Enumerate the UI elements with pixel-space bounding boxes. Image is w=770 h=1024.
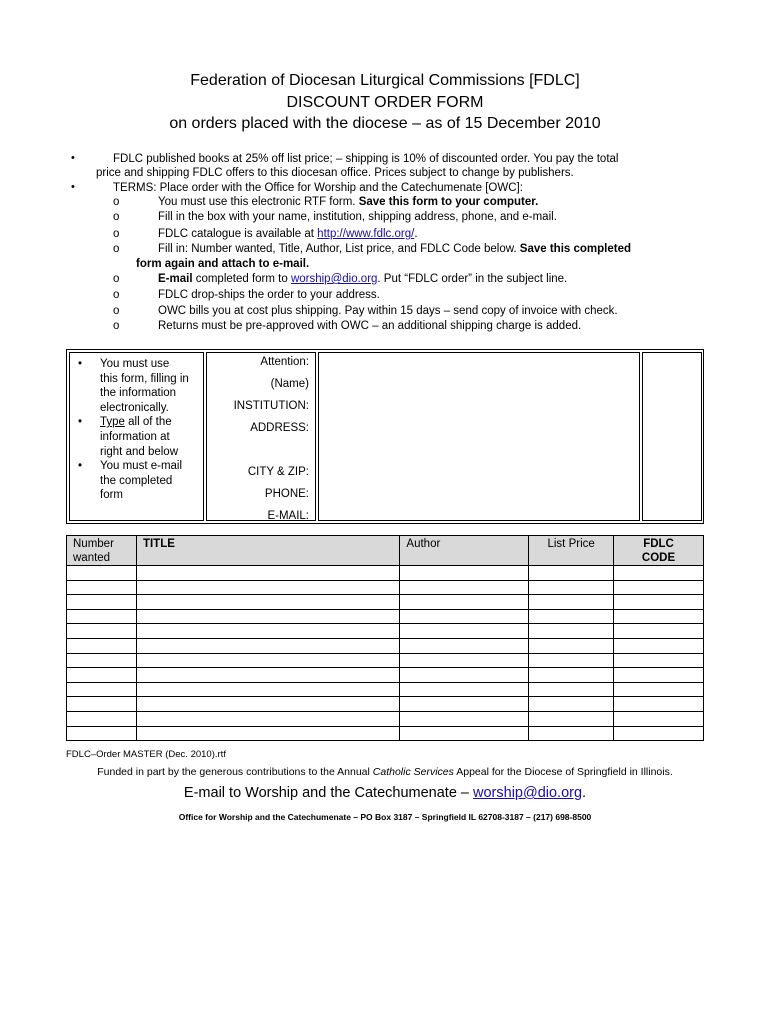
sub-bullet-icon: o (113, 305, 120, 317)
instruction-item-2 (78, 415, 189, 459)
code-cell[interactable] (614, 653, 704, 668)
file-name-footer: FDLC–Order MASTER (Dec. 2010).rtf (66, 749, 226, 760)
term-item-6: FDLC drop-ships the order to your address. (158, 289, 380, 301)
price-cell[interactable] (529, 682, 614, 697)
instruction-2-line-b: information at (100, 430, 170, 443)
author-cell[interactable] (400, 668, 529, 683)
bullet-icon: • (71, 181, 75, 193)
instruction-item-1 (78, 357, 189, 415)
order-row (67, 624, 704, 639)
number-cell[interactable] (67, 595, 137, 610)
discount-terms-text-2: price and shipping FDLC offers to this diocesan office. Prices subject to change by publishers. (96, 167, 574, 179)
name-label: (Name) (270, 378, 309, 390)
discount-terms-text: FDLC published books at 25% off list price; – shipping is 10% of discounted order. You pay the total (113, 153, 619, 165)
address-label: ADDRESS: (250, 422, 309, 434)
order-rows (67, 566, 704, 741)
instruction-3-line-b: the completed (100, 474, 173, 487)
code-cell[interactable] (614, 697, 704, 712)
number-cell[interactable] (67, 580, 137, 595)
email-instruction (0, 785, 770, 801)
author-cell[interactable] (400, 653, 529, 668)
author-cell[interactable] (400, 595, 529, 610)
attention-label: Attention: (260, 356, 309, 368)
code-cell[interactable] (614, 726, 704, 741)
order-row (67, 595, 704, 610)
term-item-8: Returns must be pre-approved with OWC – an additional shipping charge is added. (158, 320, 582, 332)
author-cell[interactable] (400, 711, 529, 726)
order-row (67, 580, 704, 595)
term-item-4-bold2: form again and attach to e-mail. (136, 258, 310, 270)
term-item-1-text: You must use this electronic RTF form. (158, 196, 359, 208)
title-cell[interactable] (136, 638, 399, 653)
author-cell[interactable] (400, 682, 529, 697)
fdlc-catalogue-link[interactable]: http://www.fdlc.org/ (317, 228, 415, 240)
form-title: DISCOUNT ORDER FORM (286, 94, 484, 111)
order-row (67, 697, 704, 712)
term-item-5-bold: E-mail (158, 273, 193, 285)
instruction-1-line-d: electronically. (100, 401, 169, 414)
number-cell[interactable] (67, 726, 137, 741)
order-table (66, 535, 704, 741)
bullet-icon: • (78, 358, 83, 370)
code-cell[interactable] (614, 566, 704, 581)
email-label: E-MAIL: (267, 510, 309, 522)
title-cell[interactable] (136, 697, 399, 712)
order-row (67, 668, 704, 683)
instructions-list (78, 357, 189, 503)
price-cell[interactable] (529, 668, 614, 683)
order-row (67, 682, 704, 697)
instruction-2-line-a (100, 415, 189, 430)
sub-bullet-icon: o (113, 273, 120, 285)
term-item-5-text: completed form to (192, 273, 291, 285)
number-cell[interactable] (67, 682, 137, 697)
title-cell[interactable] (136, 595, 399, 610)
number-cell[interactable] (67, 697, 137, 712)
col-fdlc-code (614, 536, 704, 566)
term-item-7: OWC bills you at cost plus shipping. Pay within 15 days – send copy of invoice with check. (158, 305, 618, 317)
funding-note (0, 766, 770, 778)
price-cell[interactable] (529, 580, 614, 595)
form-title-org: Federation of Diocesan Liturgical Commissions [FDLC] (190, 72, 580, 89)
price-cell[interactable] (529, 653, 614, 668)
code-cell[interactable] (614, 580, 704, 595)
sub-bullet-icon: o (113, 243, 120, 255)
author-cell[interactable] (400, 580, 529, 595)
author-cell[interactable] (400, 697, 529, 712)
price-cell[interactable] (529, 697, 614, 712)
email-instruction-text: E-mail to Worship and the Catechumenate – (183, 785, 474, 801)
instruction-2-text: all of the (124, 416, 172, 429)
price-cell[interactable] (529, 638, 614, 653)
term-item-4-bold: Save this completed (519, 243, 632, 255)
number-cell[interactable] (67, 638, 137, 653)
city-zip-label: CITY & ZIP: (247, 466, 309, 478)
title-cell[interactable] (136, 653, 399, 668)
price-cell[interactable] (529, 624, 614, 639)
title-cell[interactable] (136, 566, 399, 581)
order-row (67, 566, 704, 581)
price-cell[interactable] (529, 609, 614, 624)
code-cell[interactable] (614, 595, 704, 610)
sub-bullet-icon: o (113, 211, 120, 223)
sub-bullet-icon: o (113, 289, 120, 301)
author-cell[interactable] (400, 726, 529, 741)
instruction-item-3 (78, 459, 189, 503)
col-author: Author (400, 536, 529, 566)
number-cell[interactable] (67, 668, 137, 683)
sub-bullet-icon: o (113, 320, 120, 332)
number-cell[interactable] (67, 624, 137, 639)
title-cell[interactable] (136, 624, 399, 639)
worship-email-link[interactable]: worship@dio.org (290, 273, 378, 285)
funding-text-italic: Catholic Services (372, 766, 454, 778)
number-cell[interactable] (67, 609, 137, 624)
bullet-icon: • (78, 460, 83, 473)
sub-bullet-icon: o (113, 228, 120, 240)
institution-label: INSTITUTION: (233, 400, 309, 412)
term-item-4-cont (136, 258, 309, 270)
title-cell[interactable] (136, 580, 399, 595)
contact-info-box (66, 349, 704, 524)
price-cell[interactable] (529, 726, 614, 741)
instruction-1-line-c: the information (100, 387, 177, 400)
form-subtitle: on orders placed with the diocese – as of 15 December 2010 (169, 115, 601, 132)
col-number-line-1: Number (73, 538, 114, 550)
term-item-3 (158, 228, 418, 240)
instruction-3-line-a: You must e-mail (100, 460, 183, 473)
term-item-4-text: Fill in: Number wanted, Title, Author, List price, and FDLC Code below. (158, 243, 520, 255)
title-cell[interactable] (136, 668, 399, 683)
order-row (67, 711, 704, 726)
col-code-line-2: CODE (641, 552, 676, 564)
term-item-4 (158, 243, 631, 255)
price-cell[interactable] (529, 595, 614, 610)
order-row (67, 726, 704, 741)
instruction-2-underlined: Type (100, 416, 125, 429)
order-table-header (67, 536, 704, 566)
term-item-2: Fill in the box with your name, institution, shipping address, phone, and e-mail. (158, 211, 557, 223)
email-instruction-after: . (582, 785, 587, 801)
instruction-1-line-a: You must use (100, 358, 170, 370)
author-cell[interactable] (400, 624, 529, 639)
order-row (67, 609, 704, 624)
author-cell[interactable] (400, 609, 529, 624)
title-cell[interactable] (136, 711, 399, 726)
code-cell[interactable] (614, 624, 704, 639)
bullet-icon: • (71, 152, 75, 164)
phone-label: PHONE: (264, 488, 309, 500)
number-cell[interactable] (67, 653, 137, 668)
col-number-line-2: wanted (73, 552, 111, 564)
col-number-wanted (67, 536, 137, 566)
price-cell[interactable] (529, 711, 614, 726)
code-cell[interactable] (614, 682, 704, 697)
term-item-3-after: . (414, 228, 418, 240)
terms-heading: TERMS: Place order with the Office for Worship and the Catechumenate [OWC]: (113, 182, 523, 194)
term-item-3-text: FDLC catalogue is available at (158, 228, 318, 240)
code-cell[interactable] (614, 638, 704, 653)
author-cell[interactable] (400, 638, 529, 653)
contact-entry-field[interactable] (318, 352, 640, 521)
instruction-1-line-b: this form, filling in (100, 372, 189, 385)
col-list-price: List Price (529, 536, 614, 566)
col-code-line-1: FDLC (643, 538, 674, 550)
instructions-cell (69, 352, 204, 521)
instruction-3-line-c: form (100, 489, 123, 502)
term-item-1 (158, 196, 538, 208)
author-cell[interactable] (400, 566, 529, 581)
title-cell[interactable] (136, 726, 399, 741)
bullet-icon: • (78, 416, 83, 429)
code-cell[interactable] (614, 609, 704, 624)
col-title: TITLE (136, 536, 399, 566)
code-cell[interactable] (614, 668, 704, 683)
funding-text-a: Funded in part by the generous contributions to the Annual (97, 766, 373, 778)
instruction-2-line-c: right and below (100, 445, 178, 458)
number-cell[interactable] (67, 711, 137, 726)
footer-email-link[interactable]: worship@dio.org (473, 785, 583, 801)
term-item-5 (158, 273, 567, 285)
extra-entry-cell[interactable] (642, 352, 702, 521)
order-row (67, 638, 704, 653)
office-address: Office for Worship and the Catechumenate – PO Box 3187 – Springfield IL 62708-3187 – (217) 698-8500 (178, 812, 592, 822)
order-row (67, 653, 704, 668)
title-cell[interactable] (136, 682, 399, 697)
sub-bullet-icon: o (113, 196, 120, 208)
funding-text-b: Appeal for the Diocese of Springfield in Illinois. (453, 766, 673, 778)
number-cell[interactable] (67, 566, 137, 581)
labels-cell (206, 352, 316, 521)
code-cell[interactable] (614, 711, 704, 726)
price-cell[interactable] (529, 566, 614, 581)
term-item-1-bold: Save this form to your computer. (358, 196, 539, 208)
term-item-5-after: . Put “FDLC order” in the subject line. (377, 273, 568, 285)
title-cell[interactable] (136, 609, 399, 624)
